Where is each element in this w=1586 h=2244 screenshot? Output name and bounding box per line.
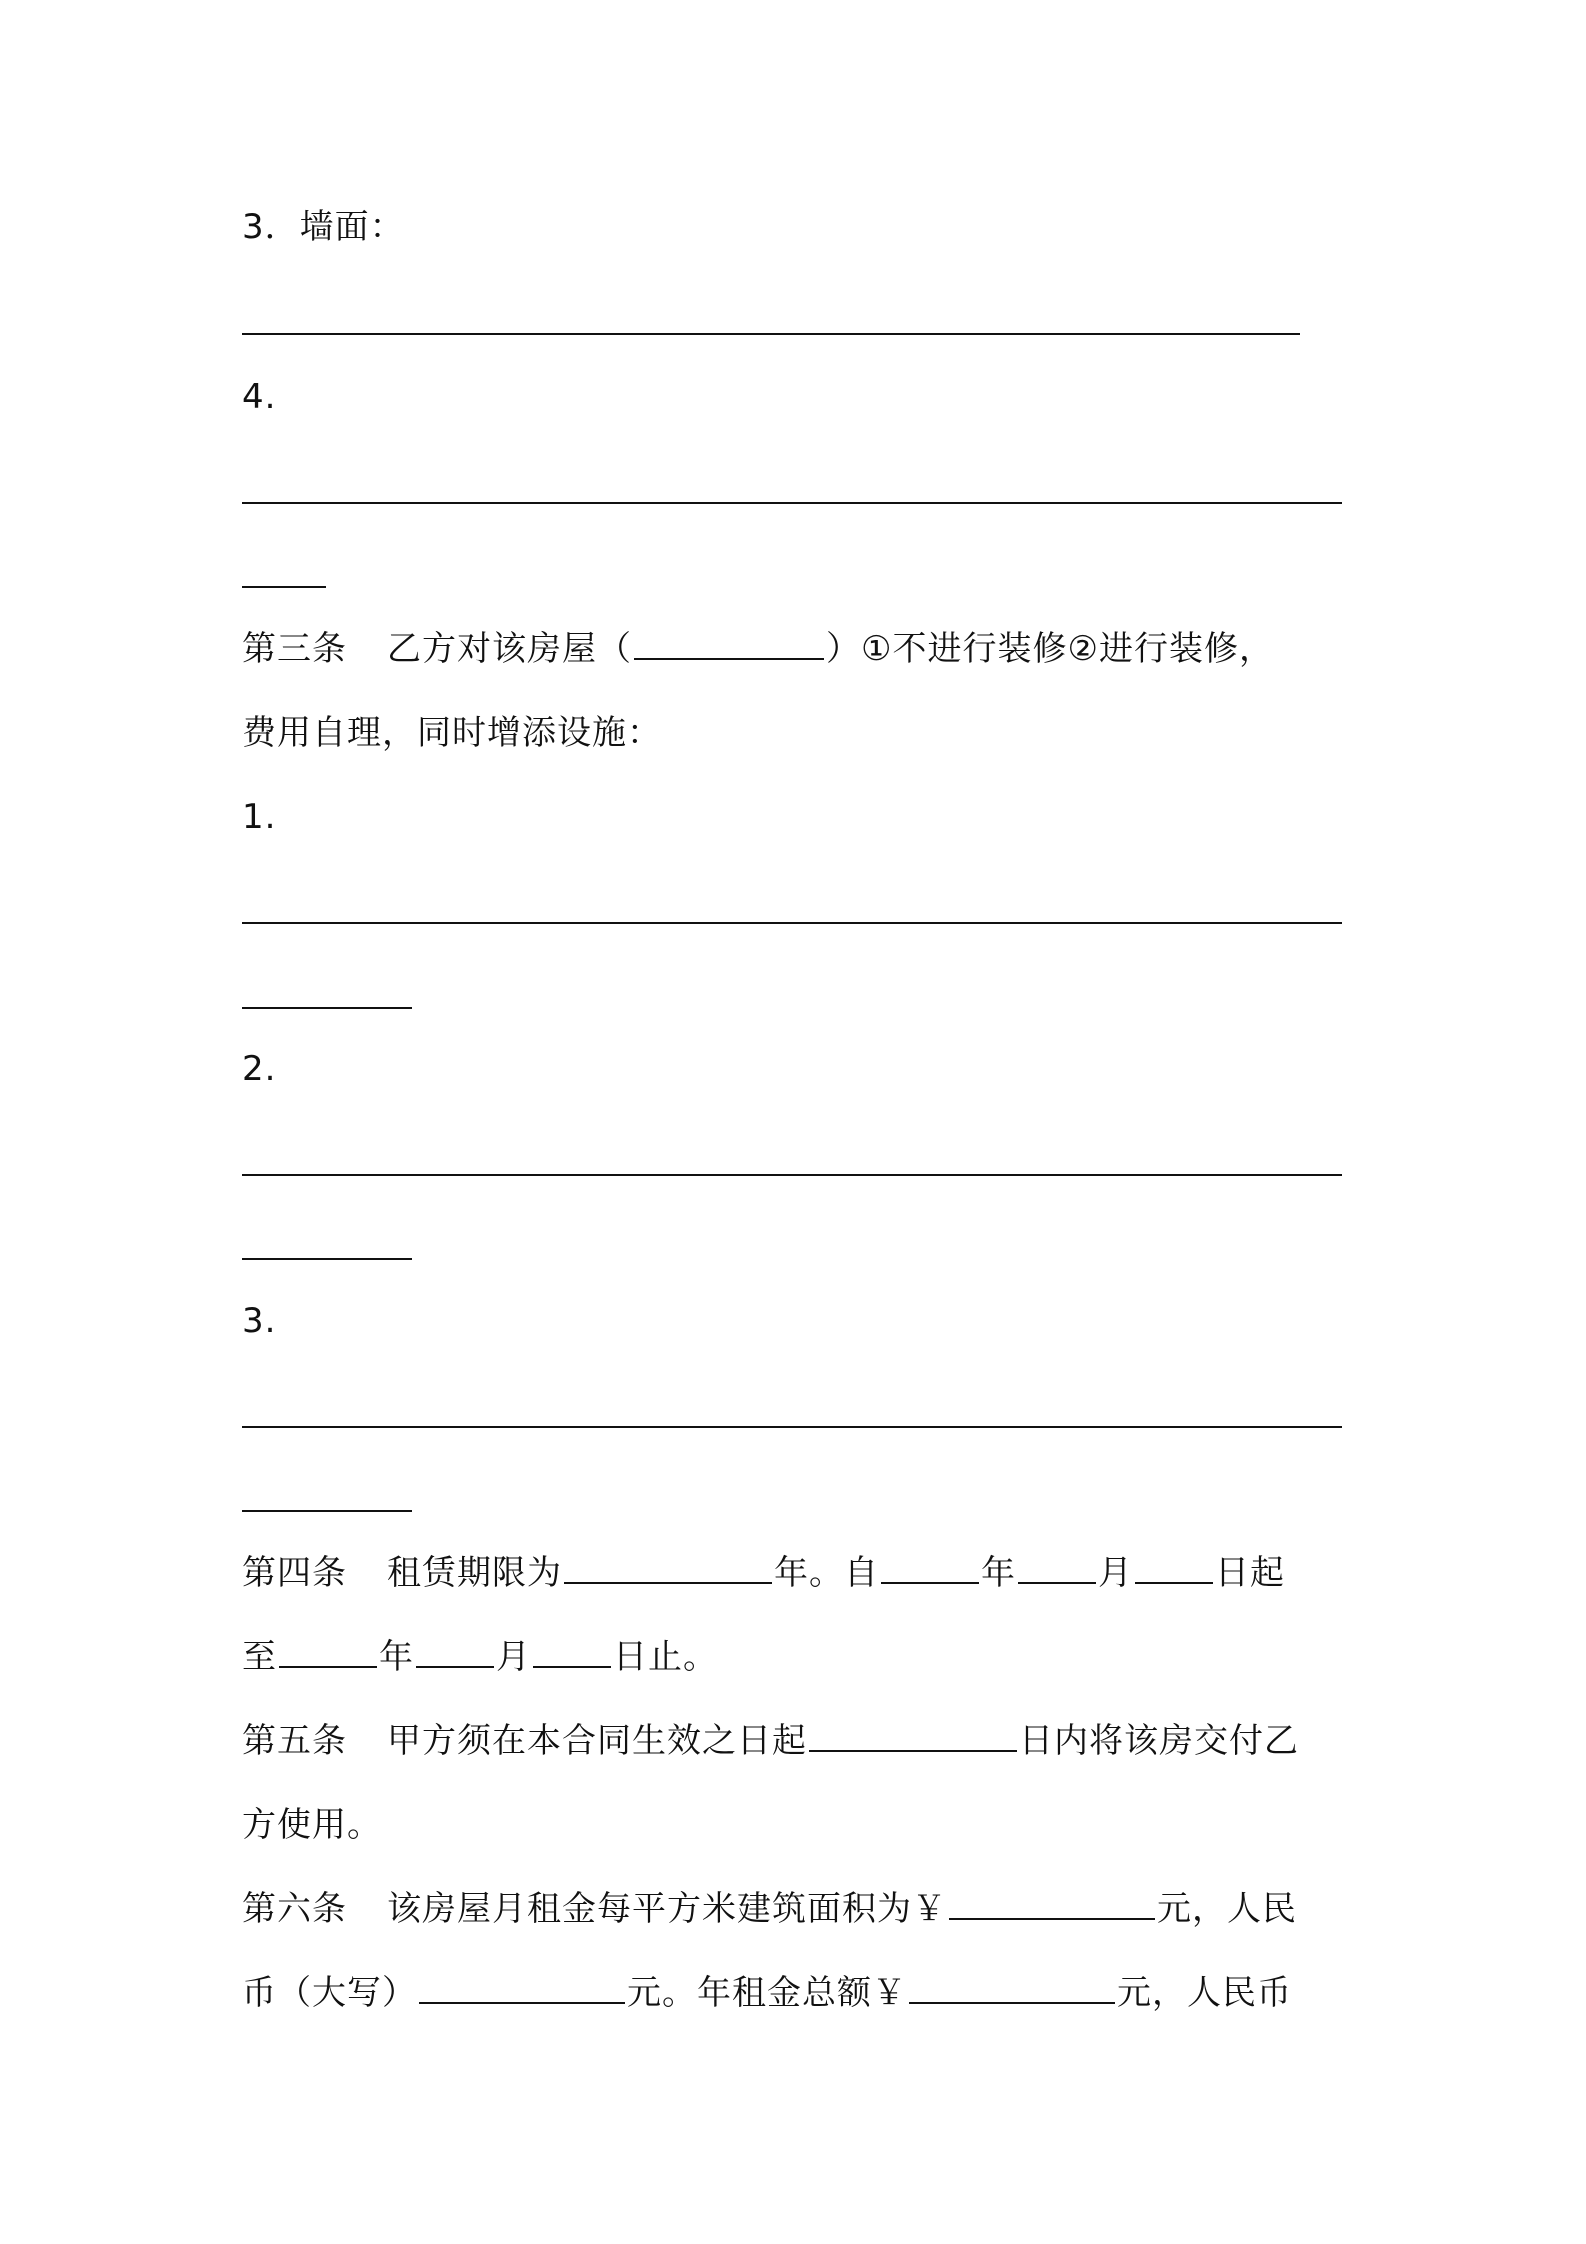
end-year-blank[interactable] (279, 1632, 377, 1668)
wall-item-label (242, 202, 1362, 252)
article-4-to-label: 至 (242, 1637, 277, 1677)
article-5-continued (242, 1800, 1362, 1850)
item-4-label (242, 372, 1362, 422)
article-4 (242, 1548, 1362, 1598)
renovation-choice-blank[interactable] (634, 624, 824, 660)
facility-3-label (242, 1296, 1362, 1346)
article-4-text-b: 年。自 (774, 1553, 879, 1593)
facility-3-text: 3. (242, 1301, 277, 1341)
article-5 (242, 1716, 1362, 1766)
article-3-cont-text: 费用自理，同时增添设施： (242, 713, 662, 753)
start-day-blank[interactable] (1135, 1548, 1213, 1584)
fill-blank-line[interactable] (242, 1007, 412, 1009)
article-4-day-label: 日起 (1215, 1553, 1285, 1593)
fill-blank-line[interactable] (242, 922, 1342, 924)
fill-blank-line[interactable] (242, 586, 326, 588)
fill-blank-line[interactable] (242, 333, 1300, 335)
article-6-continued (242, 1968, 1362, 2018)
article-3-text-b: ）①不进行装修②进行装修， (826, 629, 1274, 669)
handover-days-blank[interactable] (809, 1716, 1017, 1752)
fill-blank-line[interactable] (242, 1510, 412, 1512)
article-4-end-day-label: 日止。 (613, 1637, 718, 1677)
article-5-text-b: 日内将该房交付乙 (1019, 1721, 1299, 1761)
article-6-cont-a: 币（大写） (242, 1973, 417, 2013)
article-3 (242, 624, 1362, 674)
article-3-number: 第三条 (242, 629, 347, 669)
facility-1-text: 1. (242, 797, 277, 837)
fill-blank-line[interactable] (242, 1174, 1342, 1176)
article-4-end-year-label: 年 (379, 1637, 414, 1677)
fill-blank-line[interactable] (242, 502, 1342, 504)
article-4-end-month-label: 月 (496, 1637, 531, 1677)
article-6-cont-b: 元。年租金总额￥ (627, 1973, 907, 2013)
end-month-blank[interactable] (416, 1632, 494, 1668)
start-year-blank[interactable] (881, 1548, 979, 1584)
article-6-text-a: 该房屋月租金每平方米建筑面积为￥ (387, 1889, 947, 1929)
article-4-continued (242, 1632, 1362, 1682)
item-4-text: 4. (242, 377, 277, 417)
facility-2-label (242, 1044, 1362, 1094)
monthly-rent-blank[interactable] (949, 1884, 1155, 1920)
fill-blank-line[interactable] (242, 1426, 1342, 1428)
article-6 (242, 1884, 1362, 1934)
facility-1-label (242, 792, 1362, 842)
article-4-month-label: 月 (1098, 1553, 1133, 1593)
start-month-blank[interactable] (1018, 1548, 1096, 1584)
end-day-blank[interactable] (533, 1632, 611, 1668)
article-6-cont-c: 元，人民币 (1117, 1973, 1292, 2013)
lease-years-blank[interactable] (564, 1548, 772, 1584)
article-5-text-a: 甲方须在本合同生效之日起 (387, 1721, 807, 1761)
article-4-number: 第四条 (242, 1553, 347, 1593)
article-4-year-label: 年 (981, 1553, 1016, 1593)
monthly-rent-words-blank[interactable] (419, 1968, 625, 2004)
article-6-number: 第六条 (242, 1889, 347, 1929)
wall-item-text: 3．墙面： (242, 207, 405, 247)
fill-blank-line[interactable] (242, 1258, 412, 1260)
article-3-continued (242, 708, 1362, 758)
article-4-text-a: 租赁期限为 (387, 1553, 562, 1593)
annual-rent-blank[interactable] (909, 1968, 1115, 2004)
facility-2-text: 2. (242, 1049, 277, 1089)
article-3-text-a: 乙方对该房屋（ (387, 629, 632, 669)
article-5-number: 第五条 (242, 1721, 347, 1761)
article-6-text-b: 元，人民 (1157, 1889, 1297, 1929)
article-5-cont-text: 方使用。 (242, 1805, 382, 1845)
